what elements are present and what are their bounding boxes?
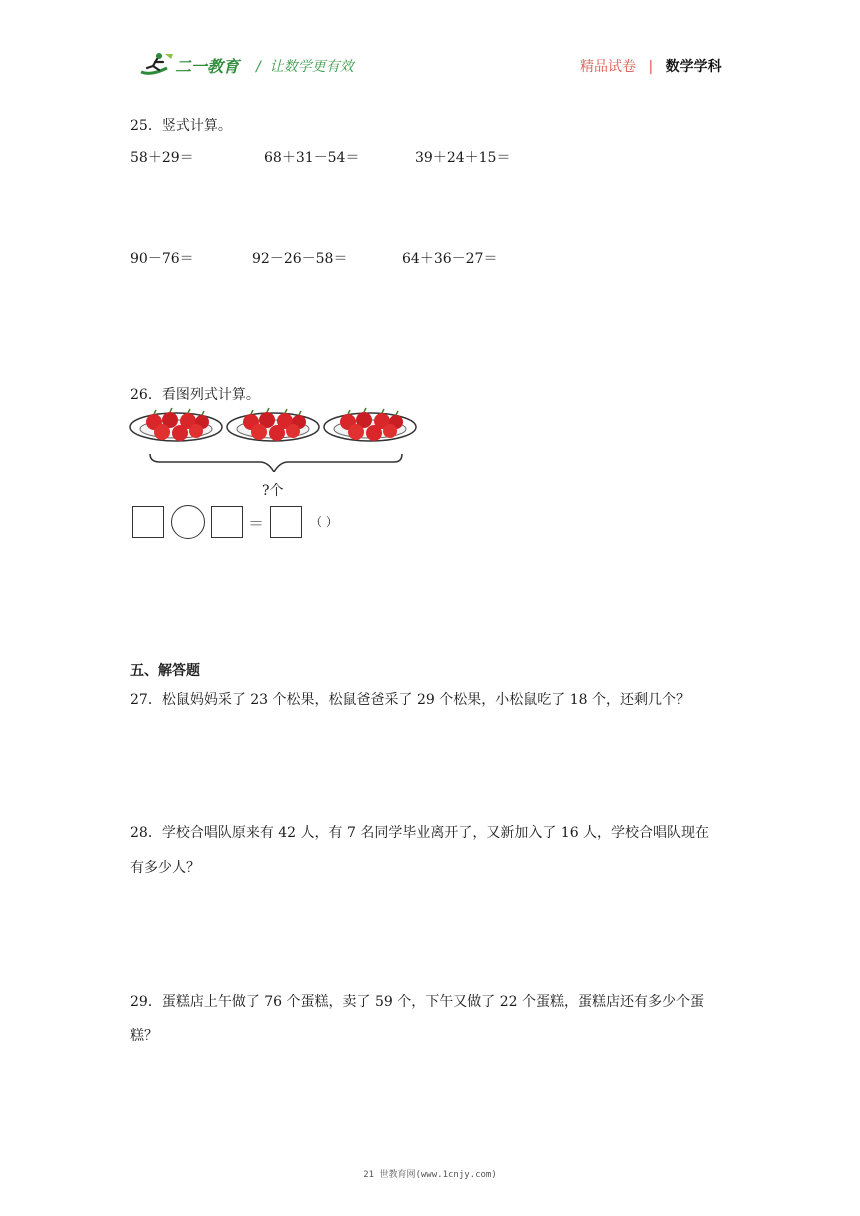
q29-line-1: 29．蛋糕店上午做了 76 个蛋糕，卖了 59 个，下午又做了 22 个蛋糕，蛋糕店还有多少个蛋 [130,994,704,1010]
operator-circle[interactable] [171,505,205,539]
q29-line-2: 糕？ [130,1028,158,1044]
q25-expr-4: 90－76＝ [130,251,194,267]
logo-text: 二一教育 [175,57,240,76]
q25-expr-1: 58＋29＝ [130,150,194,166]
plate-2 [227,408,319,441]
equals-sign: ＝ [248,514,265,533]
q25-expr-2: 68＋31－54＝ [264,150,360,166]
q27-text: 27．松鼠妈妈采了 23 个松果，松鼠爸爸采了 29 个松果，小松鼠吃了 18 个，还剩几个？ [130,692,690,708]
section-title: 五、解答题 [130,663,200,679]
brand-logo [137,50,257,78]
q28-line-1: 28．学校合唱队原来有 42 人，有 7 名同学毕业离开了，又新加入了 16 人，学校合唱队现在 [130,825,710,841]
total-brace [150,454,402,472]
slogan: / 让数学更有效 [256,59,354,75]
tag-right: 数学学科 [665,59,722,75]
answer-box-result[interactable] [270,506,302,538]
page-footer: 21 世教育网(www.1cnjy.com) [363,1170,497,1180]
answer-box-2[interactable] [211,506,243,538]
tag-left: 精品试卷 [580,59,636,75]
plate-3 [324,408,416,441]
subject-tag [580,56,722,76]
tag-separator: | [648,59,654,75]
answer-box-1[interactable] [132,506,164,538]
q25-expr-6: 64＋36－27＝ [402,251,498,267]
apple-plates-figure [128,402,418,472]
total-question-label: ?个 [262,483,284,499]
q25-expr-3: 39＋24＋15＝ [415,150,511,166]
q25-title: 25．竖式计算。 [130,118,232,134]
unit-paren[interactable]: （ ） [310,515,338,529]
q26-title: 26．看图列式计算。 [130,387,260,403]
plate-1 [130,408,222,441]
q25-expr-5: 92－26－58＝ [252,251,348,267]
q28-line-2: 有多少人？ [130,860,200,876]
runner-logo-icon [137,50,177,78]
